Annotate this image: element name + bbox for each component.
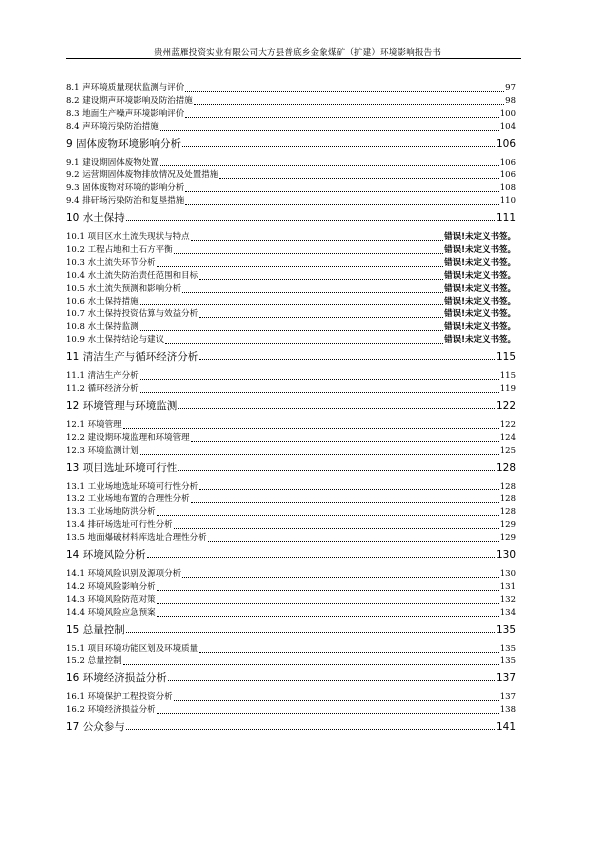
toc-dot-leader (140, 454, 499, 455)
toc-page-number: 137 (499, 692, 516, 703)
toc-dot-leader (157, 266, 443, 267)
toc-page-number: 128 (495, 461, 516, 474)
toc-entry-label: 9 固体废物环境影响分析 (66, 137, 182, 150)
toc-page-number: 125 (499, 445, 516, 456)
toc-entry-label: 9.3 固体废物对环境的影响分析 (66, 183, 185, 194)
toc-entry-label: 12 环境管理与环境监测 (66, 399, 178, 412)
toc-dot-leader (147, 557, 495, 558)
toc-entry-label: 16 环境经济损益分析 (66, 672, 167, 685)
toc-entry-label: 8.1 声环境质量现状监测与评价 (66, 82, 185, 93)
toc-page-number: 130 (495, 549, 516, 562)
toc-dot-leader (194, 104, 504, 105)
toc-entry-label: 9.2 运营期固体废物排放情况及处置措施 (66, 170, 219, 181)
toc-page-number: 104 (499, 121, 516, 132)
toc-page-number: 115 (499, 371, 516, 382)
toc-page-number: 97 (505, 82, 516, 93)
toc-dot-leader (140, 304, 443, 305)
toc-chapter-entry[interactable] (66, 399, 516, 413)
toc-dot-leader (174, 700, 499, 701)
toc-section-entry[interactable] (66, 270, 516, 283)
toc-entry-label: 10 水土保持 (66, 212, 125, 225)
toc-entry-label: 17 公众参与 (66, 721, 125, 734)
toc-section-entry[interactable] (66, 195, 516, 208)
toc-chapter-entry[interactable] (66, 350, 516, 364)
toc-entry-label: 10.1 项目区水土流失现状与特点 (66, 232, 190, 243)
toc-entry-label: 10.6 水土保持措施 (66, 296, 139, 307)
toc-dot-leader (160, 165, 499, 166)
toc-page-number: 135 (499, 643, 516, 654)
toc-dot-leader (123, 664, 499, 665)
toc-dot-leader (126, 729, 495, 730)
toc-page-number: 115 (495, 351, 516, 364)
toc-entry-label: 10.3 水土流失环节分析 (66, 257, 156, 268)
toc-dot-leader (160, 130, 499, 131)
toc-entry-label: 11.1 清洁生产分析 (66, 371, 139, 382)
toc-page-number: 110 (499, 196, 516, 207)
toc-section-entry[interactable] (66, 157, 516, 170)
toc-entry-label: 16.2 环境经济损益分析 (66, 705, 156, 716)
toc-bookmark-error: 错误!未定义书签。 (444, 296, 516, 307)
toc-chapter-entry[interactable] (66, 671, 516, 685)
toc-section-entry[interactable] (66, 169, 516, 182)
toc-dot-leader (208, 541, 499, 542)
toc-section-entry[interactable] (66, 607, 516, 620)
toc-page-number: 129 (499, 533, 516, 544)
toc-entry-label: 11.2 循环经济分析 (66, 384, 139, 395)
toc-dot-leader (123, 428, 499, 429)
toc-dot-leader (191, 240, 443, 241)
toc-entry-label: 13.4 排矸场选址可行性分析 (66, 520, 173, 531)
toc-dot-leader (199, 489, 499, 490)
toc-section-entry[interactable] (66, 506, 516, 519)
toc-entry-label: 15.1 项目环境功能区划及环境质量 (66, 643, 199, 654)
toc-dot-leader (199, 279, 443, 280)
toc-entry-label: 12.2 建设期环境监理和环境管理 (66, 432, 190, 443)
toc-section-entry[interactable] (66, 257, 516, 270)
toc-entry-label: 10.7 水土保持投资估算与效益分析 (66, 309, 199, 320)
toc-page-number: 135 (495, 623, 516, 636)
toc-dot-leader (157, 616, 499, 617)
toc-page-number: 122 (495, 399, 516, 412)
toc-bookmark-error: 错误!未定义书签。 (444, 257, 516, 268)
toc-entry-label: 10.5 水土流失预测和影响分析 (66, 283, 182, 294)
toc-dot-leader (191, 502, 499, 503)
toc-section-entry[interactable] (66, 321, 516, 334)
toc-entry-label: 8.2 建设期声环境影响及防治措施 (66, 95, 193, 106)
toc-dot-leader (178, 470, 495, 471)
toc-section-entry[interactable] (66, 493, 516, 506)
toc-entry-label: 14.3 环境风险防范对策 (66, 594, 156, 605)
toc-bookmark-error: 错误!未定义书签。 (444, 335, 516, 346)
toc-entry-label: 13 项目选址环境可行性 (66, 461, 178, 474)
toc-section-entry[interactable] (66, 244, 516, 257)
toc-page-number: 128 (499, 494, 516, 505)
toc-section-entry[interactable] (66, 182, 516, 195)
toc-section-entry[interactable] (66, 231, 516, 244)
toc-page-number: 135 (499, 656, 516, 667)
toc-dot-leader (157, 603, 499, 604)
toc-page-number: 106 (499, 157, 516, 168)
toc-dot-leader (182, 146, 495, 147)
toc-page-number: 119 (499, 384, 516, 395)
toc-section-entry[interactable] (66, 691, 516, 704)
toc-entry-label: 14.2 环境风险影响分析 (66, 581, 156, 592)
toc-page-number: 137 (495, 672, 516, 685)
toc-entry-label: 9.4 排矸场污染防治和复垦措施 (66, 196, 185, 207)
toc-entry-label: 16.1 环境保护工程投资分析 (66, 692, 173, 703)
toc-chapter-entry[interactable] (66, 720, 516, 734)
toc-page-number: 131 (499, 581, 516, 592)
toc-section-entry[interactable] (66, 519, 516, 532)
toc-page-number: 129 (499, 520, 516, 531)
toc-section-entry[interactable] (66, 581, 516, 594)
toc-dot-leader (157, 515, 499, 516)
toc-entry-label: 14.1 环境风险识别及源项分析 (66, 569, 182, 580)
toc-dot-leader (174, 253, 443, 254)
toc-chapter-entry[interactable] (66, 623, 516, 637)
toc-dot-leader (157, 590, 499, 591)
toc-page-number: 128 (499, 507, 516, 518)
toc-dot-leader (185, 204, 499, 205)
toc-dot-leader (182, 577, 499, 578)
toc-section-entry[interactable] (66, 334, 516, 347)
toc-entry-label: 10.4 水土流失防治责任范围和目标 (66, 270, 199, 281)
toc-dot-leader (191, 441, 499, 442)
toc-page-number: 128 (499, 481, 516, 492)
toc-dot-leader (140, 379, 499, 380)
toc-page-number: 132 (499, 594, 516, 605)
toc-dot-leader (165, 343, 443, 344)
toc-section-entry[interactable] (66, 532, 516, 545)
toc-entry-label: 12.1 环境管理 (66, 419, 122, 430)
toc-page-number: 108 (499, 183, 516, 194)
toc-section-entry[interactable] (66, 419, 516, 432)
toc-dot-leader (168, 680, 495, 681)
toc-entry-label: 11 清洁生产与循环经济分析 (66, 351, 199, 364)
toc-page-number: 106 (499, 170, 516, 181)
toc-bookmark-error: 错误!未定义书签。 (444, 270, 516, 281)
toc-entry-label: 13.5 地面爆破材料库选址合理性分析 (66, 533, 207, 544)
toc-dot-leader (199, 359, 495, 360)
toc-section-entry[interactable] (66, 432, 516, 445)
toc-section-entry[interactable] (66, 370, 516, 383)
toc-section-entry[interactable] (66, 445, 516, 458)
toc-dot-leader (126, 632, 495, 633)
toc-page-number: 100 (499, 108, 516, 119)
toc-section-entry[interactable] (66, 568, 516, 581)
toc-section-entry[interactable] (66, 643, 516, 656)
toc-section-entry[interactable] (66, 296, 516, 309)
toc-chapter-entry[interactable] (66, 137, 516, 151)
toc-section-entry[interactable] (66, 481, 516, 494)
toc-bookmark-error: 错误!未定义书签。 (444, 283, 516, 294)
running-header: 贵州蓝雁投资实业有限公司大方县普底乡金象煤矿（扩建）环境影响报告书 (153, 48, 442, 58)
toc-chapter-entry[interactable] (66, 211, 516, 225)
header-rule (66, 58, 521, 59)
toc-page-number: 141 (495, 721, 516, 734)
toc-entry-label: 12.3 环境监测计划 (66, 445, 139, 456)
toc-dot-leader (199, 317, 443, 318)
toc-dot-leader (140, 330, 443, 331)
toc-dot-leader (219, 178, 499, 179)
toc-entry-label: 9.1 建设期固体废物处置 (66, 157, 159, 168)
toc-section-entry[interactable] (66, 283, 516, 296)
toc-chapter-entry[interactable] (66, 461, 516, 475)
toc-entry-label: 13.2 工业场地布置的合理性分析 (66, 494, 190, 505)
toc-page-number: 138 (499, 705, 516, 716)
toc-section-entry[interactable] (66, 108, 516, 121)
toc-dot-leader (185, 191, 499, 192)
toc-section-entry[interactable] (66, 82, 516, 95)
toc-entry-label: 13.3 工业场地防洪分析 (66, 507, 156, 518)
toc-entry-label: 10.2 工程占地和土石方平衡 (66, 245, 173, 255)
toc-section-entry[interactable] (66, 656, 516, 669)
toc-bookmark-error: 错误!未定义书签。 (444, 309, 516, 320)
toc-section-entry[interactable] (66, 704, 516, 717)
toc-page-number: 98 (505, 95, 516, 106)
toc-dot-leader (199, 652, 499, 653)
toc-dot-leader (178, 408, 495, 409)
toc-dot-leader (174, 528, 499, 529)
toc-entry-label: 15.2 总量控制 (66, 656, 122, 667)
table-of-contents (66, 82, 516, 740)
toc-dot-leader (140, 392, 499, 393)
toc-bookmark-error: 错误!未定义书签。 (444, 232, 516, 243)
toc-dot-leader (182, 292, 443, 293)
toc-page-number: 124 (499, 432, 516, 443)
toc-entry-label: 10.8 水土保持监测 (66, 322, 139, 333)
toc-section-entry[interactable] (66, 383, 516, 396)
toc-bookmark-error: 错误!未定义书签。 (444, 322, 516, 333)
toc-entry-label: 10.9 水土保持结论与建议 (66, 335, 165, 346)
toc-entry-label: 8.3 地面生产噪声环境影响评价 (66, 108, 185, 119)
toc-section-entry[interactable] (66, 594, 516, 607)
toc-page-number: 122 (499, 419, 516, 430)
toc-chapter-entry[interactable] (66, 548, 516, 562)
toc-entry-label: 13.1 工业场地选址环境可行性分析 (66, 481, 199, 492)
toc-section-entry[interactable] (66, 121, 516, 134)
toc-entry-label: 15 总量控制 (66, 623, 125, 636)
toc-page-number: 111 (495, 212, 516, 225)
toc-dot-leader (185, 91, 504, 92)
toc-dot-leader (185, 117, 499, 118)
toc-page-number: 106 (495, 137, 516, 150)
toc-entry-label: 8.4 声环境污染防治措施 (66, 121, 159, 132)
toc-page-number: 130 (499, 569, 516, 580)
toc-section-entry[interactable] (66, 95, 516, 108)
toc-dot-leader (126, 220, 495, 221)
toc-bookmark-error: 错误!未定义书签。 (444, 245, 516, 255)
toc-section-entry[interactable] (66, 308, 516, 321)
toc-dot-leader (157, 713, 499, 714)
toc-page-number: 134 (499, 607, 516, 618)
toc-entry-label: 14 环境风险分析 (66, 549, 146, 562)
toc-entry-label: 14.4 环境风险应急预案 (66, 607, 156, 618)
